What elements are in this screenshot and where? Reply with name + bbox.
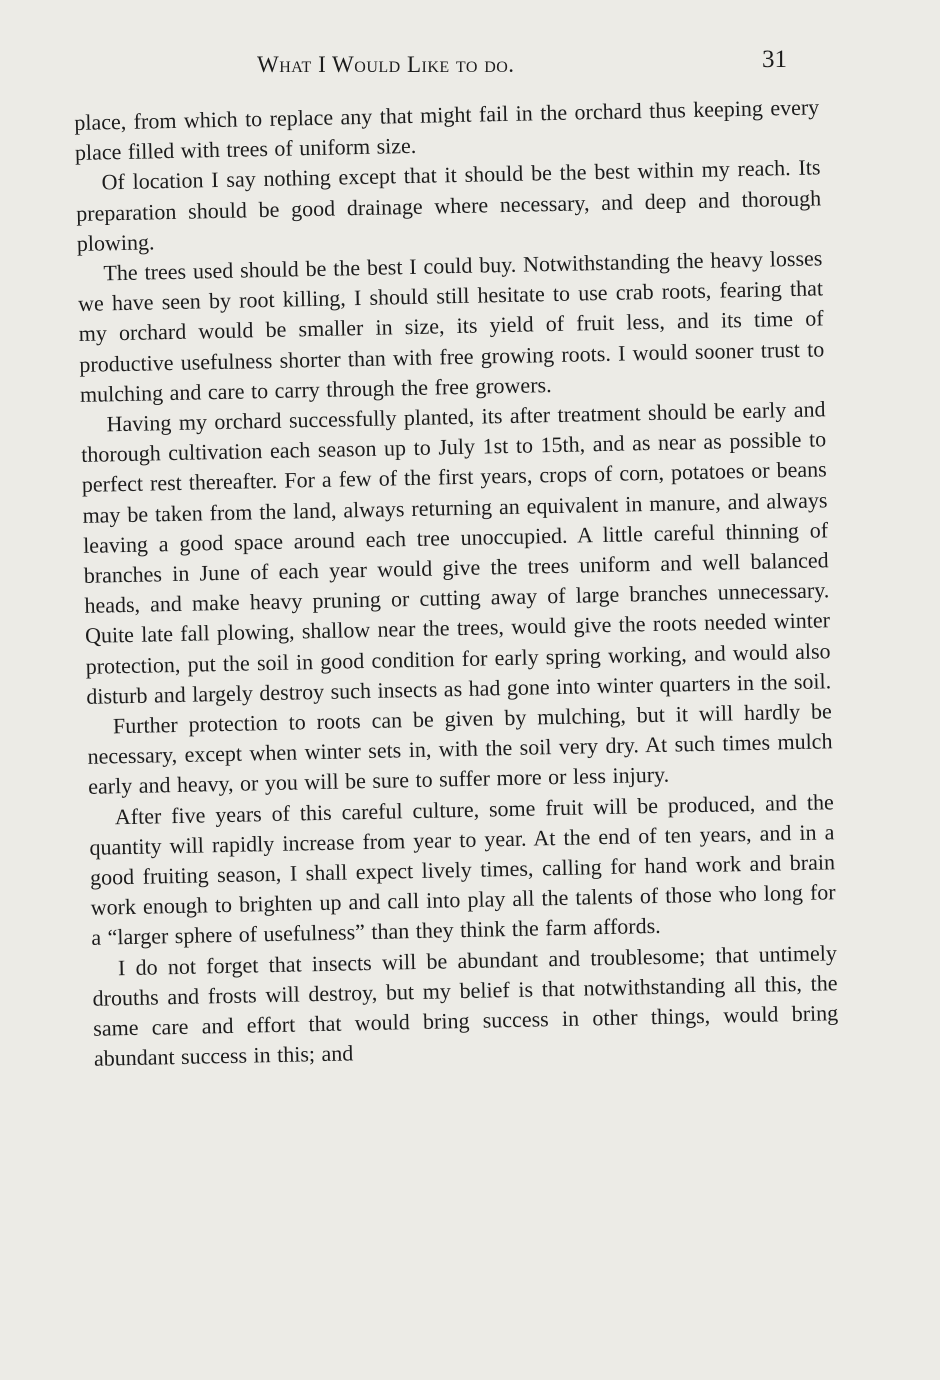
paragraph-fruiting: After five years of this careful culture, some fruit will be produced, and the quantity will rapidly increase from year to year. At the end of ten years, and in a good fruiting season, I shall expect lively times, calling for hand work and brain work enough to brighten up and call into play all the talents of those who long for a “larger sphere of usefulness” than they think the farm affords. — [89, 788, 836, 951]
paragraph-continuation: place, from which to replace any that might fail in the orchard thus keeping every place filled with trees of uniform size. — [74, 94, 820, 166]
page-number: 31 — [762, 46, 787, 73]
paragraph-root-protection: Further protection to roots can be given by mulching, but it will hardly be necessary, except when winter sets in, with the soil very dry. At such times mulch early and heavy, or you will be sure to suffer more or less injury. — [87, 698, 833, 800]
body-text — [74, 92, 839, 1074]
paragraph-insects: I do not forget that insects will be abundant and troublesome; that untimely drouths and frosts will destroy, but my belief is that notwithstanding all this, the same care and effort that would bring success in other things, would bring abundant success in this; and — [92, 939, 839, 1072]
paragraph-after-treatment: Having my orchard successfully planted, its after treatment should be early and thorough cultivation each season up to July 1st to 15th, and as near as possible to perfect rest thereafter. For a few of the first years, crops of corn, potatoes or beans may be taken from the land, always returning an equivalent in manure, and always leaving a good space around each tree unoccupied. A little careful thinning of branches in June of each year would give the trees uniform and well balanced heads, and make heavy pruning or cutting away of large branches unnecessary. Quite late fall plowing, shallow near the trees, would give the roots needed winter protection, put the soil in good condition for early spring working, and would also disturb and largely destroy such insects as had gone into winter quarters in the soil. — [80, 396, 832, 709]
paragraph-trees: The trees used should be the best I could buy. Notwithstanding the heavy losses we have seen by root killing, I should still hesitate to use crab roots, fearing that my orchard would be smaller in size, its yield of fruit less, and its time of productive usefulness shorter than with free growing roots. I would sooner trust to mulching and care to carry through the free growers. — [77, 245, 825, 407]
running-head — [0, 44, 940, 84]
paragraph-location: Of location I say nothing except that it should be the best within my reach. Its preparation should be good drainage where necessary, and deep and thorough plowing. — [75, 154, 822, 256]
running-title: What I Would Like to do. — [257, 52, 515, 77]
